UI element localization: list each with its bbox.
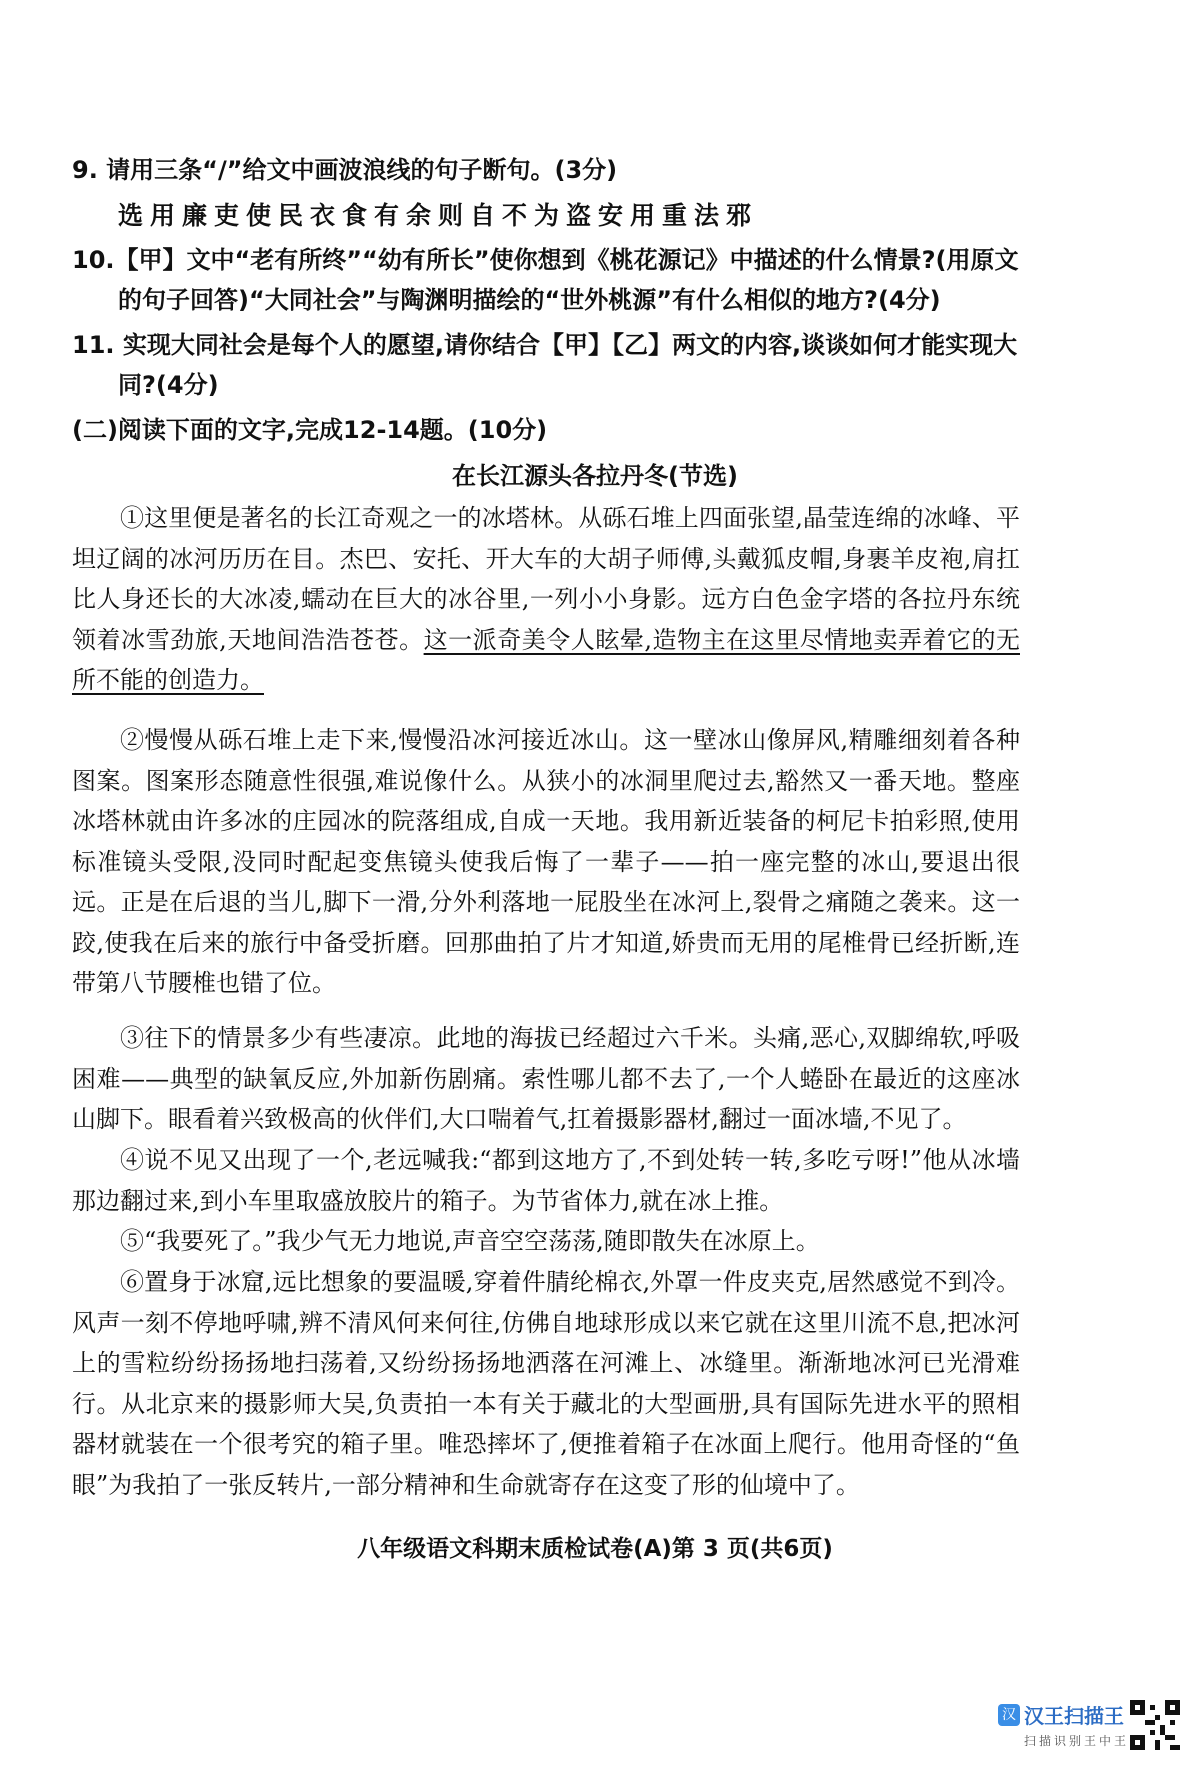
question-9-sentence: 选用廉吏使民衣食有余则自不为盗安用重法邪 xyxy=(118,201,759,230)
question-11 xyxy=(72,325,1020,405)
paragraph-1-text: ①这里便是著名的长江奇观之一的冰塔林。从砾石堆上四面张望,晶莹连绵的冰峰、平坦辽阔的冰河历历在目。杰巴、安托、开大车的大胡子师傅,头戴狐皮帽,身裹羊皮袍,肩扛比人身还长的大冰凌,蠕动在巨大的冰谷里,一列小小身影。远方白色金字塔的各拉丹东统领着冰雪劲旅,天地间浩浩苍苍。 xyxy=(72,504,1020,654)
question-9-text: 9. 请用三条“/”给文中画波浪线的句子断句。(3分) xyxy=(72,156,618,184)
scanner-logo-icon: 汉 xyxy=(998,1704,1020,1726)
paragraph-3: ③往下的情景多少有些凄凉。此地的海拔已经超过六千米。头痛,恶心,双脚绵软,呼吸困难——典型的缺氧反应,外加新伤剧痛。索性哪儿都不去了,一个人蜷卧在最近的这座冰山脚下。眼看着兴致极高的伙伴们,大口喘着气,扛着摄影器材,翻过一面冰墙,不见了。 xyxy=(72,1024,1020,1133)
paragraph-2: ②慢慢从砾石堆上走下来,慢慢沿冰河接近冰山。这一壁冰山像屏风,精雕细刻着各种图案。图案形态随意性很强,难说像什么。从狭小的冰洞里爬过去,豁然又一番天地。整座冰塔林就由许多冰的庄园冰的院落组成,自成一天地。我用新近装备的柯尼卡拍彩照,使用标准镜头受限,没同时配起变焦镜头使我后悔了一辈子——拍一座完整的冰山,要退出很远。正是在后退的当儿,脚下一滑,分外利落地一屁股坐在冰河上,裂骨之痛随之袭来。这一跤,使我在后来的旅行中备受折磨。回那曲拍了片才知道,娇贵而无用的尾椎骨已经折断,连带第八节腰椎也错了位。 xyxy=(72,726,1020,997)
section-heading: (二)阅读下面的文字,完成12-14题。(10分) xyxy=(72,416,548,444)
scanner-tagline: 扫描识别王中王 xyxy=(1024,1734,1130,1748)
paragraph-5: ⑤“我要死了。”我少气无力地说,声音空空荡荡,随即散失在冰原上。 xyxy=(120,1227,820,1255)
qr-code-icon xyxy=(1130,1700,1180,1750)
question-10 xyxy=(72,240,1020,320)
scanner-watermark xyxy=(998,1700,1178,1758)
question-9 xyxy=(72,150,1020,190)
article-title: 在长江源头各拉丹冬(节选) xyxy=(452,462,738,490)
paragraph-1 xyxy=(72,498,1020,701)
paragraph-6: ⑥置身于冰窟,远比想象的要温暖,穿着件腈纶棉衣,外罩一件皮夹克,居然感觉不到冷。风声一刻不停地呼啸,辨不清风何来何往,仿佛自地球形成以来它就在这里川流不息,把冰河上的雪粒纷纷扬扬地扫荡着,又纷纷扬扬地洒落在河滩上、冰缝里。渐渐地冰河已光滑难行。从北京来的摄影师大吴,负责拍一本有关于藏北的大型画册,具有国际先进水平的照相器材就装在一个很考究的箱子里。唯恐摔坏了,便推着箱子在冰面上爬行。他用奇怪的“鱼眼”为我拍了一张反转片,一部分精神和生命就寄存在这变了形的仙境中了。 xyxy=(72,1268,1020,1499)
question-11-line1: 11. 实现大同社会是每个人的愿望,请你结合【甲】【乙】两文的内容,谈谈如何才能实现大 xyxy=(72,331,1018,359)
question-11-line2: 同?(4分) xyxy=(118,371,219,399)
page-footer: 八年级语文科期末质检试卷(A)第 3 页(共6页) xyxy=(357,1536,833,1562)
scanner-name: 汉王扫描王 xyxy=(1024,1704,1124,1728)
question-10-line1: 10.【甲】文中“老有所终”“幼有所长”使你想到《桃花源记》中描述的什么情景?(用原文 xyxy=(72,246,1019,274)
paragraph-1-underlined: 这一派奇美令人眩晕,造物主在这里尽情地卖弄着它的无所不能的创造力。 xyxy=(72,625,1020,694)
paragraph-4: ④说不见又出现了一个,老远喊我:“都到这地方了,不到处转一转,多吃亏呀!”他从冰墙那边翻过来,到小车里取盛放胶片的箱子。为节省体力,就在冰上推。 xyxy=(72,1146,1020,1215)
question-10-line2: 的句子回答)“大同社会”与陶渊明描绘的“世外桃源”有什么相似的地方?(4分) xyxy=(118,286,941,314)
